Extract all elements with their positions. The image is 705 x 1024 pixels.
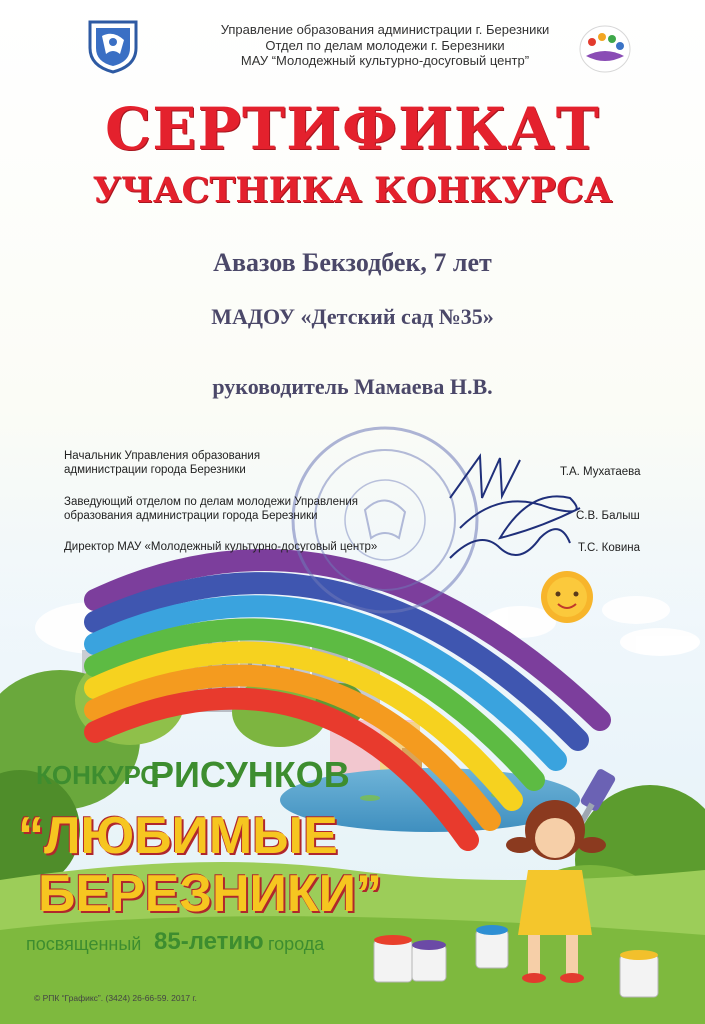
header-line-1: Управление образования администрации г. Березники bbox=[220, 22, 550, 37]
sun-illustration bbox=[541, 571, 593, 623]
signature-position-2: Заведующий отделом по делам молодежи Управления образования администрации города Березники bbox=[64, 496, 358, 522]
city-coat-of-arms-icon bbox=[86, 18, 140, 74]
signature-position-1: Начальник Управления образования администрации города Березники bbox=[64, 450, 261, 476]
participant-organization: МАДОУ «Детский сад №35» bbox=[211, 304, 494, 329]
signature-name-1: Т.А. Мухатаева bbox=[560, 466, 641, 478]
contest-name-line-1: “ЛЮБИМЫЕ bbox=[18, 807, 338, 865]
contest-word-1: КОНКУРС bbox=[36, 760, 160, 790]
header-line-2: Отдел по делам молодежи г. Березники bbox=[265, 37, 505, 53]
signature-name-3: Т.С. Ковина bbox=[578, 542, 641, 554]
printer-footer: © РПК “Графикс”. (3424) 26-66-59. 2017 г. bbox=[34, 993, 197, 1003]
signature-position-3: Директор МАУ «Молодежный культурно-досуговый центр» bbox=[64, 541, 378, 553]
contest-name-line-2: БЕРЕЗНИКИ” bbox=[38, 865, 383, 923]
contest-dedication-c: города bbox=[268, 934, 325, 954]
participant-name: Авазов Бекзодбек, 7 лет bbox=[213, 248, 492, 277]
certificate-subtitle: УЧАСТНИКА КОНКУРСА bbox=[92, 170, 613, 211]
participant-supervisor: руководитель Мамаева Н.В. bbox=[212, 374, 493, 399]
contest-dedication-a: посвященный bbox=[26, 934, 142, 954]
issuer-header bbox=[145, 22, 625, 69]
certificate-title: СЕРТИФИКАТ bbox=[105, 95, 600, 163]
header-line-3: МАУ “Молодежный культурно-досуговый центр” bbox=[240, 53, 530, 68]
contest-dedication-b: 85-летию bbox=[154, 928, 264, 955]
signature-name-2: С.В. Балыш bbox=[576, 510, 640, 522]
contest-word-2: РИСУНКОВ bbox=[150, 754, 350, 795]
